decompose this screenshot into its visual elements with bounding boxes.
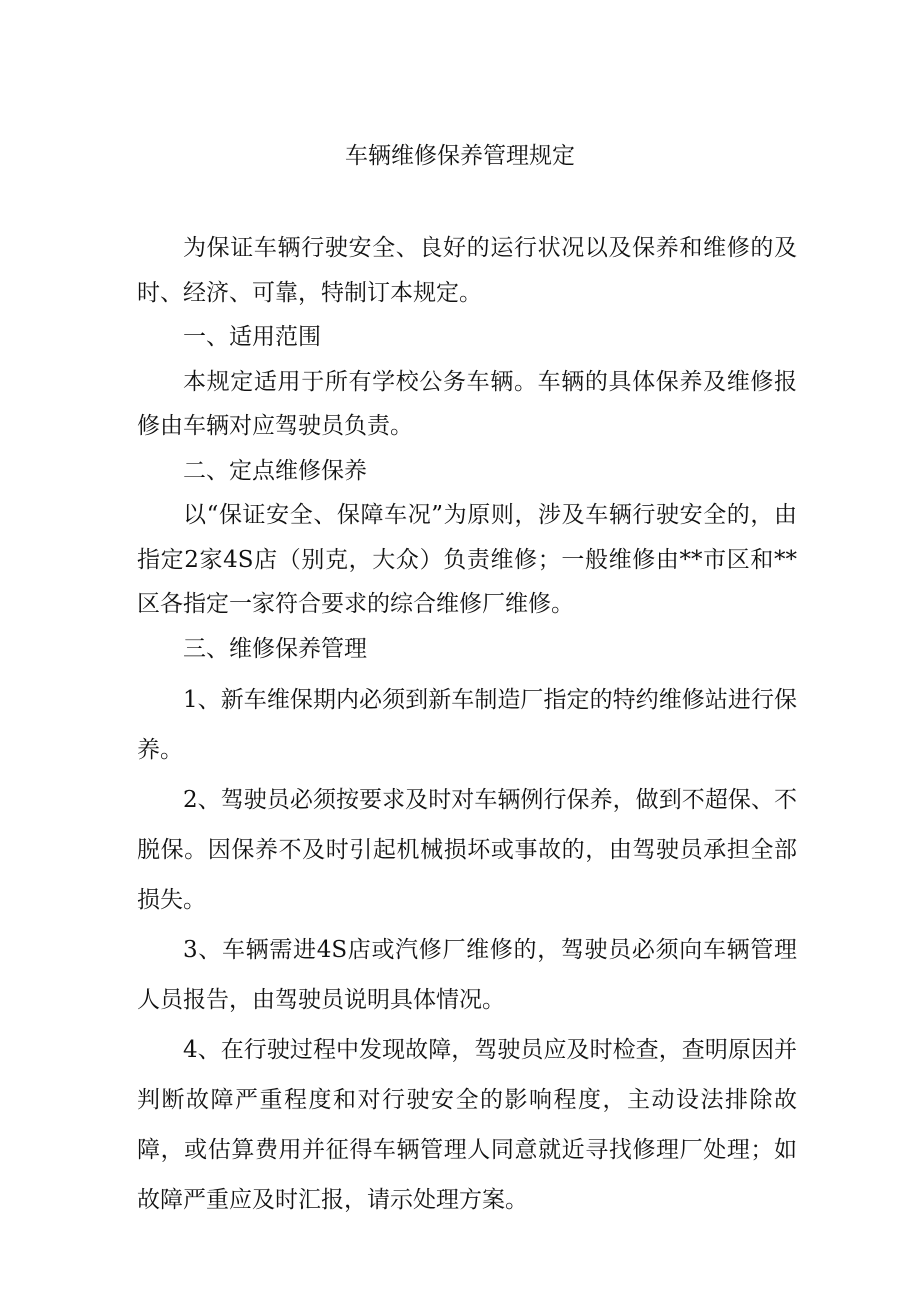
section-heading-scope: 一、适用范围 <box>183 324 321 350</box>
document-body <box>137 226 797 1225</box>
section-heading-management: 三、维修保养管理 <box>183 635 367 662</box>
management-item-4: 4、在行驶过程中发现故障，驾驶员应及时检查，查明原因并判断故障严重程度和对行驶安全的影响程度，主动设法排除故障，或估算费用并征得车辆管理人同意就近寻找修理厂处理；如故障严重应及时汇报，请示处理方案。 <box>137 1037 797 1213</box>
scope-paragraph: 本规定适用于所有学校公务车辆。车辆的具体保养及维修报修由车辆对应驾驶员负责。 <box>137 368 797 439</box>
management-item-1: 1、新车维保期内必须到新车制造厂指定的特约维修站进行保养。 <box>137 687 797 763</box>
document-title: 车辆维修保养管理规定 <box>345 143 575 169</box>
management-item-2: 2、驾驶员必须按要求及时对车辆例行保养，做到不超保、不脱保。因保养不及时引起机械损坏或事故的，由驾驶员承担全部损失。 <box>137 787 797 913</box>
management-item-3: 3、车辆需进4S店或汽修厂维修的，驾驶员必须向车辆管理人员报告，由驾驶员说明具体情况。 <box>137 937 797 1013</box>
intro-paragraph: 为保证车辆行驶安全、良好的运行状况以及保养和维修的及时、经济、可靠，特制订本规定。 <box>137 235 797 306</box>
designated-service-paragraph: 以“保证安全、保障车况”为原则，涉及车辆行驶安全的，由指定2家4S店（别克，大众）负责维修；一般维修由**市区和**区各指定一家符合要求的综合维修厂维修。 <box>137 502 797 617</box>
section-heading-designated-service: 二、定点维修保养 <box>183 457 367 484</box>
